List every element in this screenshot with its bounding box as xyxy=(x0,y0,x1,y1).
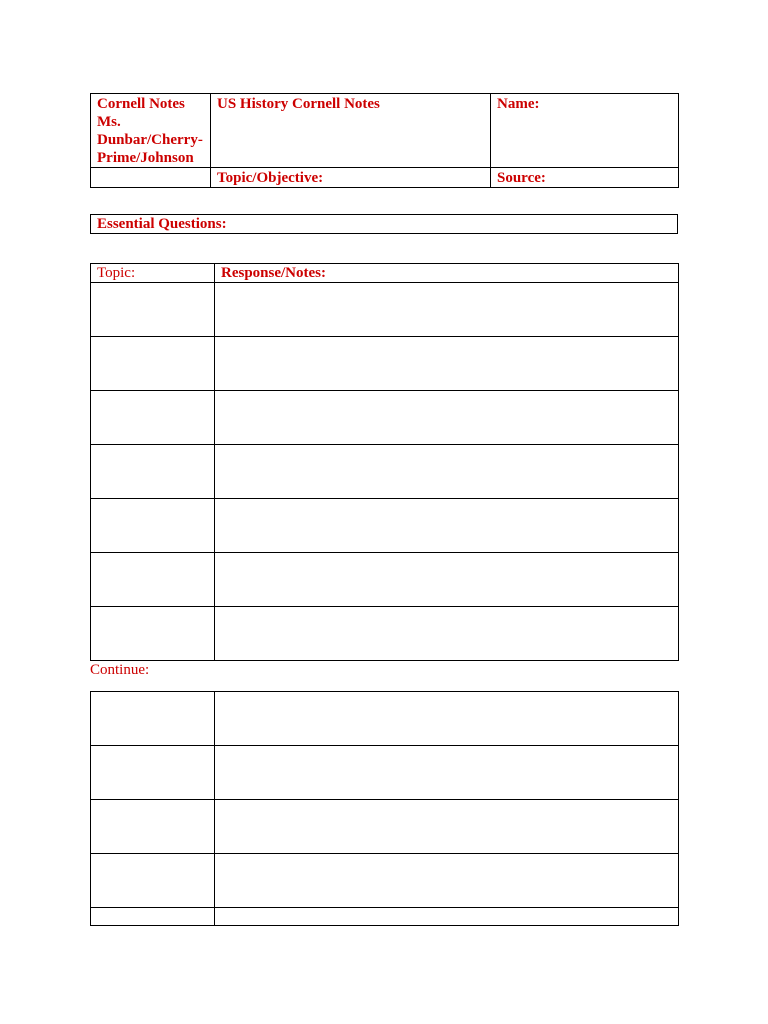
course-label-cell xyxy=(91,94,211,168)
topic-cell[interactable] xyxy=(91,854,215,908)
notes-cell[interactable] xyxy=(215,692,679,746)
continue-table xyxy=(90,691,679,926)
topic-cell[interactable] xyxy=(91,553,215,607)
continue-row xyxy=(91,800,679,854)
topic-cell[interactable] xyxy=(91,908,215,926)
notes-cell[interactable] xyxy=(215,499,679,553)
topic-cell[interactable] xyxy=(91,391,215,445)
notes-cell[interactable] xyxy=(215,800,679,854)
topic-cell[interactable] xyxy=(91,692,215,746)
notes-row xyxy=(91,283,679,337)
continue-row xyxy=(91,746,679,800)
header-row xyxy=(91,168,679,188)
notes-cell[interactable] xyxy=(215,391,679,445)
continue-row xyxy=(91,908,679,926)
topic-cell[interactable] xyxy=(91,445,215,499)
notes-row xyxy=(91,607,679,661)
topic-cell[interactable] xyxy=(91,337,215,391)
topic-column-header: Topic: xyxy=(91,264,215,283)
course-label-line: Prime/Johnson xyxy=(97,150,194,166)
notes-row xyxy=(91,337,679,391)
topic-cell[interactable] xyxy=(91,283,215,337)
header-table xyxy=(90,93,679,188)
notes-cell[interactable] xyxy=(215,746,679,800)
topic-cell[interactable] xyxy=(91,746,215,800)
notes-header-row xyxy=(91,264,679,283)
notes-row xyxy=(91,499,679,553)
topic-cell[interactable] xyxy=(91,800,215,854)
notes-cell[interactable] xyxy=(215,553,679,607)
topic-cell[interactable] xyxy=(91,499,215,553)
response-column-header: Response/Notes: xyxy=(215,264,679,283)
notes-cell[interactable] xyxy=(215,445,679,499)
topic-objective-field[interactable] xyxy=(211,168,491,188)
continue-row xyxy=(91,692,679,746)
document-title: US History Cornell Notes xyxy=(211,94,491,168)
essential-questions-field[interactable] xyxy=(91,215,678,234)
notes-table xyxy=(90,263,679,661)
essential-questions-label: Essential Questions: xyxy=(97,216,227,232)
notes-cell[interactable] xyxy=(215,908,679,926)
course-label-line: Cornell Notes xyxy=(97,96,185,112)
notes-cell[interactable] xyxy=(215,854,679,908)
continue-label: Continue: xyxy=(90,662,150,678)
notes-cell[interactable] xyxy=(215,607,679,661)
essential-questions-row xyxy=(91,215,678,234)
topic-objective-label: Topic/Objective: xyxy=(217,170,324,186)
name-field[interactable] xyxy=(491,94,679,168)
notes-row xyxy=(91,391,679,445)
notes-row xyxy=(91,445,679,499)
notes-cell[interactable] xyxy=(215,337,679,391)
essential-questions-table xyxy=(90,214,678,234)
course-label-line: Ms. xyxy=(97,114,121,130)
continue-row xyxy=(91,854,679,908)
topic-cell[interactable] xyxy=(91,607,215,661)
source-field[interactable] xyxy=(491,168,679,188)
header-row xyxy=(91,94,679,168)
name-label: Name: xyxy=(497,96,540,112)
notes-row xyxy=(91,553,679,607)
notes-cell[interactable] xyxy=(215,283,679,337)
source-label: Source: xyxy=(497,170,546,186)
course-label-line: Dunbar/Cherry- xyxy=(97,132,203,148)
blank-cell[interactable] xyxy=(91,168,211,188)
